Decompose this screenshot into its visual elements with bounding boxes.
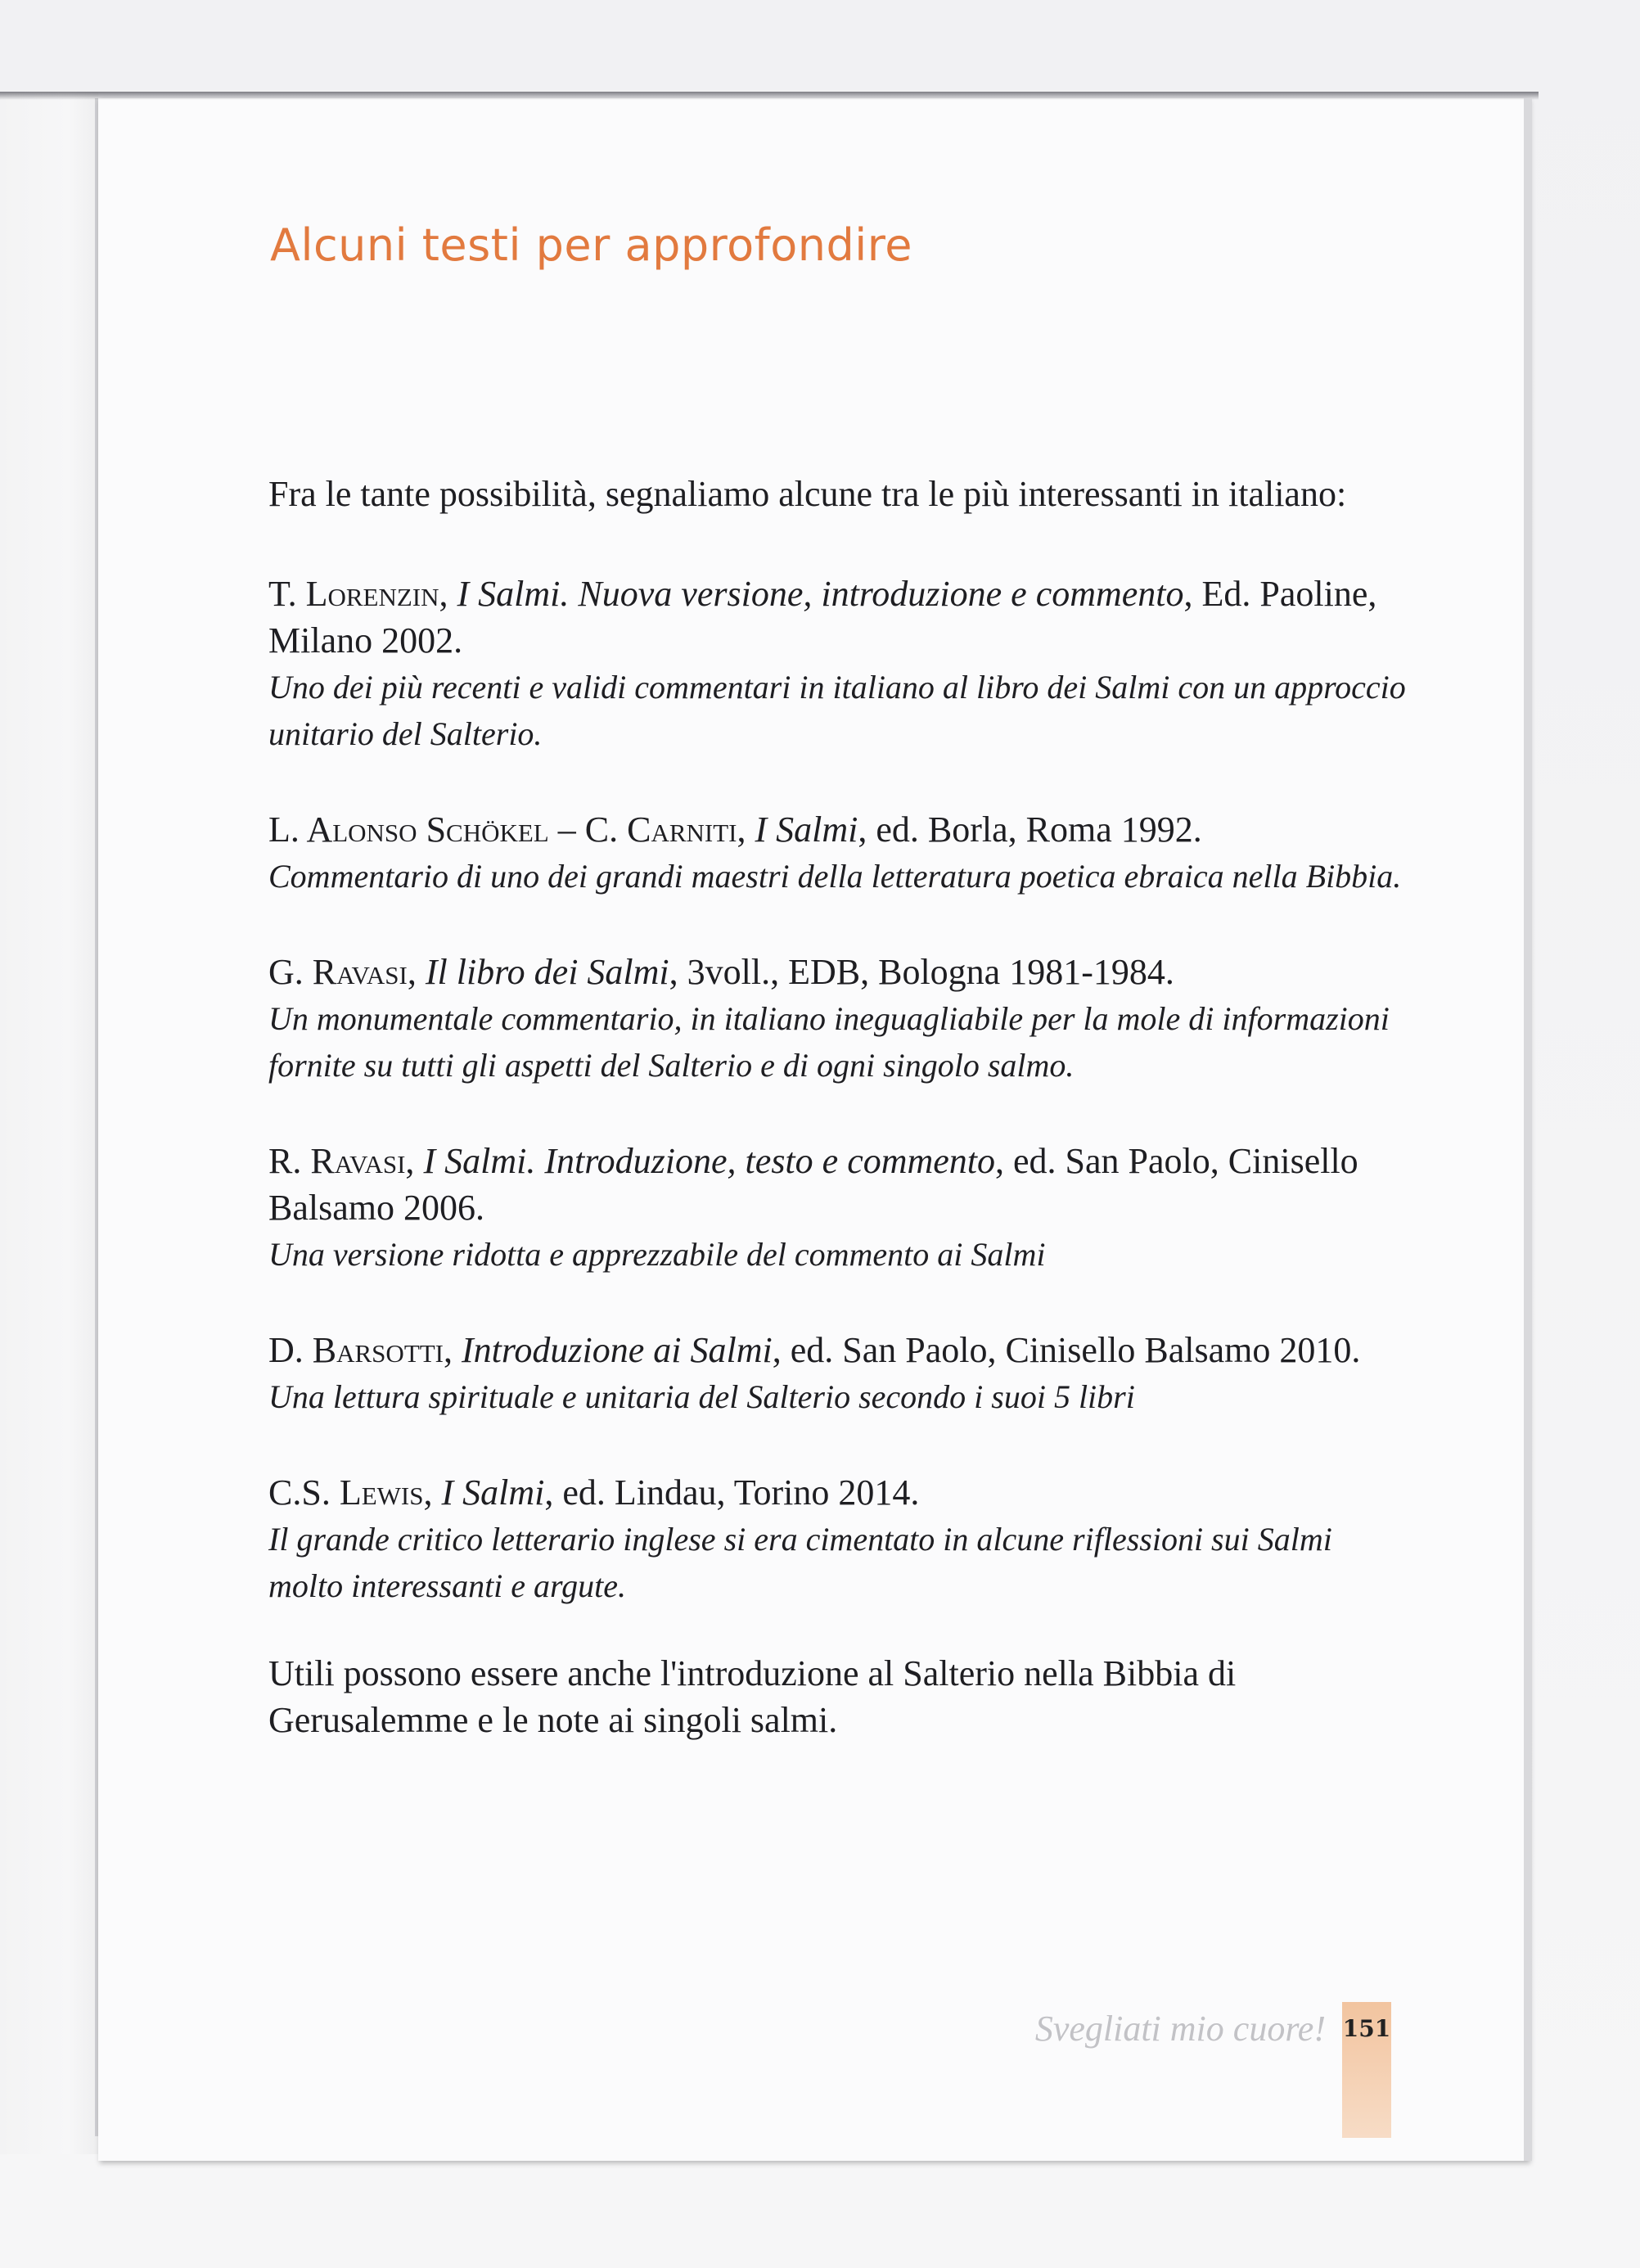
entry-publisher: , ed. Borla, Roma 1992. [858, 809, 1202, 850]
running-footer-title: Svegliati mio cuore! [1034, 2009, 1326, 2049]
entry-description: Un monumentale commentario, in italiano ineguagliabile per la mole di informazioni fornite su tutti gli aspetti del Salterio e di ogni singolo salmo. [268, 1000, 1390, 1084]
left-page-edge [0, 92, 98, 2154]
intro-paragraph: Fra le tante possibilità, segnaliamo alcune tra le più interessanti in italiano: [268, 474, 1347, 514]
bibliography-body [268, 471, 1410, 1743]
entry-publisher: , Ed. Paoline, Milano 2002. [268, 574, 1377, 661]
entry-publisher: , ed. Lindau, Torino 2014. [544, 1472, 920, 1513]
entry-title: I Salmi [755, 809, 858, 850]
entry-reference [268, 570, 1410, 664]
entry-title: I Salmi. Introduzione, testo e commento [423, 1141, 996, 1181]
bibliography-entry [268, 1469, 1410, 1609]
bibliography-entry [268, 570, 1410, 757]
entry-title: Il libro dei Salmi [425, 952, 669, 992]
page-right-edge [1524, 98, 1532, 2161]
entry-author: L. Alonso Schökel – C. Carniti, [268, 809, 746, 850]
entry-author: R. Ravasi, [268, 1141, 415, 1181]
closing-paragraph: Utili possono essere anche l'introduzione al Salterio nella Bibbia di Gerusalemme e le note ai singoli salmi. [268, 1653, 1237, 1740]
entry-publisher: , ed. San Paolo, Cinisello Balsamo 2006. [268, 1141, 1358, 1228]
entry-author: G. Ravasi, [268, 952, 417, 992]
page-number: 151 [1342, 2015, 1391, 2042]
entry-description: Uno dei più recenti e validi commentari in italiano al libro dei Salmi con un approccio unitario del Salterio. [268, 669, 1406, 752]
entry-author: T. Lorenzin, [268, 574, 448, 614]
bibliography-entry [268, 1327, 1410, 1420]
entry-description: Una versione ridotta e apprezzabile del commento ai Salmi [268, 1236, 1046, 1273]
entry-title: I Salmi [441, 1472, 545, 1513]
entry-description: Il grande critico letterario inglese si era cimentato in alcune riflessioni sui Salmi molto interessanti e argute. [268, 1521, 1332, 1604]
entry-reference [268, 1138, 1410, 1231]
bibliography-entry [268, 949, 1410, 1089]
entry-publisher: , ed. San Paolo, Cinisello Balsamo 2010. [772, 1330, 1361, 1370]
entry-publisher: , 3voll., EDB, Bologna 1981-1984. [669, 952, 1174, 992]
entry-title: Introduzione ai Salmi [462, 1330, 773, 1370]
bibliography-entry [268, 1138, 1410, 1278]
entry-reference [268, 806, 1410, 853]
entry-description: Una lettura spirituale e unitaria del Salterio secondo i suoi 5 libri [268, 1378, 1135, 1415]
bibliography-entry [268, 806, 1410, 900]
entry-reference [268, 1469, 1410, 1516]
page-heading: Alcuni testi per approfondire [270, 219, 912, 271]
entry-author: C.S. Lewis, [268, 1472, 433, 1513]
entry-reference [268, 1327, 1410, 1373]
page-top-shadow [0, 92, 1539, 100]
entry-reference [268, 949, 1410, 995]
entry-title: I Salmi. Nuova versione, introduzione e commento [457, 574, 1184, 614]
entry-author: D. Barsotti, [268, 1330, 453, 1370]
entry-description: Commentario di uno dei grandi maestri della letteratura poetica ebraica nella Bibbia. [268, 858, 1402, 895]
